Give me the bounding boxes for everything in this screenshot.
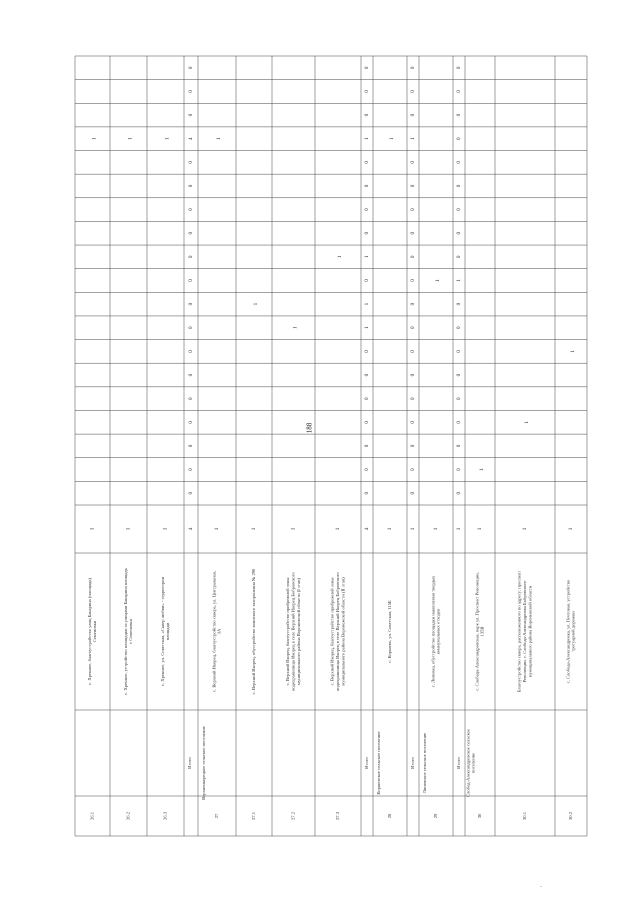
row-total: 1	[125, 527, 132, 531]
row-number: 30.1	[522, 811, 528, 821]
row-total: 1	[387, 527, 394, 531]
row-total: 1	[89, 527, 96, 531]
value-cell: 0	[410, 208, 417, 211]
row-total: 4	[364, 527, 371, 531]
value-cell: 1	[91, 137, 98, 141]
value-cell: 0	[410, 302, 417, 306]
settlement-name: Итого	[187, 757, 193, 769]
object-description: с. Слобода-Александровка, ул. Почтовая, устройствотротуарной дорожки	[565, 579, 576, 684]
value-cell: 0	[188, 208, 195, 211]
object-description: с. Верхний Икорец, благоустройство прибрежной зоныводохранилища Икорец в селе Верхний Икорец Бобровскогомуниципального района Воронежской области (II этап)	[329, 572, 346, 691]
row-total: 1	[568, 527, 575, 531]
settlement-name: Липовское сельское поселение	[422, 732, 428, 794]
value-cell: 0	[188, 66, 195, 70]
value-cell: 0	[456, 373, 463, 377]
value-cell: 1	[164, 137, 171, 141]
value-cell: 1	[456, 279, 463, 282]
value-cell: 0	[188, 350, 195, 353]
value-cell: 0	[410, 326, 417, 330]
value-cell: 1	[216, 137, 223, 141]
value-cell: 1	[364, 302, 371, 306]
value-cell: 1	[364, 326, 371, 330]
value-cell: 0	[364, 420, 371, 424]
value-cell: 1	[435, 279, 442, 282]
value-cell: 0	[188, 113, 195, 117]
settlement-name: Итого	[364, 757, 370, 769]
value-cell: 0	[456, 255, 463, 259]
object-description: с. Хренное, устройство площадки за улицами Бакарина площадьс Семеновки	[122, 568, 134, 695]
object-description: Благоустройство сквера, расположенного по адресу: проспектРеволюции, с. Слобода-Александровка Бобровскогомуниципального района Воронежской области	[516, 570, 533, 693]
value-cell: 0	[456, 161, 463, 164]
value-cell: 0	[456, 397, 463, 400]
value-cell: 0	[364, 373, 371, 377]
value-cell: 0	[456, 444, 463, 448]
row-number: 27.3	[335, 811, 341, 821]
row-total: 1	[522, 527, 529, 531]
row-number: 30.2	[568, 811, 574, 821]
value-cell: 0	[188, 373, 195, 377]
row-total: 1	[214, 527, 221, 531]
value-cell: 0	[410, 66, 417, 70]
page-number: 188	[305, 422, 314, 434]
value-cell: 0	[188, 184, 195, 188]
value-cell: 0	[364, 66, 371, 70]
value-cell: 0	[456, 66, 463, 70]
value-cell: 0	[456, 302, 463, 306]
value-cell: 0	[410, 279, 417, 282]
object-description: с. Верхний Икорец, благоустройство прибрежной зоныводохранилища Икорец в селе Верхний Икорец Бобровскогомуниципального района Воронежской области (I этап)	[285, 572, 301, 691]
value-cell: 0	[410, 184, 417, 188]
value-cell: 0	[456, 231, 463, 235]
row-number: 26.3	[162, 811, 168, 821]
value-cell: 0	[188, 444, 195, 448]
object-description: с. Хренное, ул. Советская, «Сквер любви» - территорииплощади	[159, 576, 171, 687]
value-cell: 0	[410, 420, 417, 424]
value-cell: 1	[127, 137, 134, 141]
settlement-name: Верхнеикорецкое сельское поселение	[201, 726, 207, 800]
object-description: с. Верхний Икорец, обустройство воинского захоронения № 290	[251, 568, 257, 695]
value-cell: 0	[188, 491, 195, 495]
value-cell: 0	[410, 161, 417, 164]
footer-mark: -	[540, 884, 542, 890]
value-cell: 0	[456, 208, 463, 211]
value-cell: 1	[292, 326, 299, 330]
value-cell: 0	[410, 468, 417, 471]
value-cell: 0	[188, 255, 195, 259]
row-number: 29	[433, 813, 439, 819]
value-cell: 0	[410, 491, 417, 495]
row-number: 26.2	[125, 811, 131, 821]
value-cell: 0	[456, 90, 463, 93]
value-cell: 1	[389, 137, 396, 141]
row-total: 1	[290, 527, 297, 531]
object-description: с. Липовка, обустройство площадки накопления твердыхкоммунальных отходов	[430, 575, 441, 688]
value-cell: 1	[364, 255, 371, 259]
settlement-name: Итого	[410, 757, 416, 769]
value-cell: 0	[364, 184, 371, 188]
value-cell: 0	[364, 468, 371, 471]
value-cell: 0	[410, 113, 417, 117]
value-cell: 0	[410, 373, 417, 377]
value-cell: 0	[364, 491, 371, 495]
value-cell: 1	[337, 255, 344, 259]
value-cell: 0	[188, 468, 195, 471]
value-cell: 0	[364, 161, 371, 164]
value-cell: 0	[456, 468, 463, 471]
value-cell: 1	[570, 350, 577, 353]
value-cell: 1	[410, 137, 417, 141]
value-cell: 0	[410, 444, 417, 448]
value-cell: 0	[410, 397, 417, 400]
value-cell: 0	[364, 113, 371, 117]
row-total: 1	[162, 527, 169, 531]
value-cell: 0	[188, 279, 195, 282]
value-cell: 0	[188, 420, 195, 424]
value-cell: 0	[410, 231, 417, 235]
value-cell: 0	[188, 326, 195, 330]
row-number: 27	[214, 813, 220, 819]
row-number: 26.1	[89, 811, 95, 821]
row-number: 28	[387, 813, 393, 819]
settlement-name: Коршевское сельское поселение	[376, 731, 382, 795]
value-cell: 0	[456, 137, 463, 141]
value-cell: 0	[456, 113, 463, 117]
value-cell: 0	[410, 350, 417, 353]
row-total: 1	[410, 527, 417, 531]
settlement-name: Итого	[456, 757, 462, 769]
object-description: с. Верхний Икорец, благоустройство сквера, ул. Центральная,3А	[211, 571, 222, 692]
value-cell: 0	[364, 397, 371, 400]
value-cell: 0	[456, 420, 463, 424]
row-number: 27.1	[251, 811, 257, 821]
value-cell: 4	[188, 137, 195, 141]
value-cell: 0	[456, 491, 463, 495]
value-cell: 0	[364, 231, 371, 235]
value-cell: 0	[188, 161, 195, 164]
value-cell: 0	[410, 255, 417, 259]
object-description: с. Хренное, благоустройство улиц Бакарина (площадь)Семеновки	[86, 578, 98, 685]
settlement-name: Слобод-Александровское сельскоепоселение	[465, 729, 476, 797]
value-cell: 0	[188, 231, 195, 235]
value-cell: 1	[479, 468, 486, 471]
value-cell: 0	[188, 302, 195, 306]
value-cell: 0	[364, 279, 371, 282]
value-cell: 0	[364, 208, 371, 211]
object-description: с. Слобода-Александровская, парк ул. Проспект Революции,135В	[474, 572, 485, 691]
row-number: 27.2	[290, 811, 296, 821]
row-total: 1	[251, 527, 258, 531]
row-total: 1	[477, 527, 484, 531]
value-cell: 0	[364, 90, 371, 93]
value-cell: 1	[524, 420, 531, 424]
row-number: 30	[477, 813, 483, 819]
value-cell: 0	[364, 444, 371, 448]
value-cell: 0	[456, 350, 463, 353]
value-cell: 0	[364, 350, 371, 353]
row-total: 1	[456, 527, 463, 531]
value-cell: 1	[364, 137, 371, 141]
value-cell: 0	[188, 90, 195, 93]
row-total: 1	[433, 527, 440, 531]
value-cell: 0	[410, 90, 417, 93]
value-cell: 1	[253, 302, 260, 306]
value-cell: 0	[456, 184, 463, 188]
row-total: 4	[188, 527, 195, 531]
value-cell: 0	[188, 397, 195, 400]
value-cell: 0	[456, 326, 463, 330]
object-description: с. Коршево, ул. Советская, 115Б	[387, 600, 393, 663]
row-total: 1	[335, 527, 342, 531]
